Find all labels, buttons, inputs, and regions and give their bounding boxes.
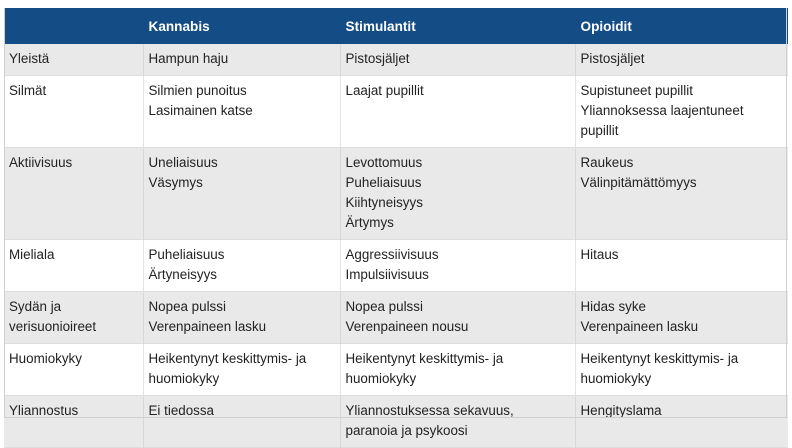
cell-kannabis (143, 292, 340, 344)
cell-stimulantit (340, 76, 575, 148)
cell-line: Silmien punoitus (148, 83, 247, 98)
cell-line: Ei tiedossa (148, 403, 215, 418)
cell-opioidit (575, 396, 788, 448)
cell-line: Hidas syke (580, 299, 646, 314)
cell-line: Pistosjäljet (580, 51, 645, 66)
cell-stimulantit (340, 44, 575, 76)
cell-line: paranoia ja psykoosi (345, 423, 468, 438)
cell-kannabis (143, 44, 340, 76)
table-header (4, 8, 788, 44)
cell-line: Verenpaineen lasku (148, 319, 267, 334)
table-row (4, 148, 788, 240)
cell-line: Laajat pupillit (345, 83, 424, 98)
cell-opioidit (575, 240, 788, 292)
cell-opioidit (575, 292, 788, 344)
cell-opioidit (575, 344, 788, 396)
cell-line: Lasimainen katse (148, 103, 253, 118)
cell-line: pupillit (580, 123, 619, 138)
cell-kannabis (143, 344, 340, 396)
cell-line: Pistosjäljet (345, 51, 410, 66)
cell-opioidit (575, 76, 788, 148)
cell-line: Verenpaineen lasku (580, 319, 699, 334)
cell-line: Kiihtyneisyys (345, 195, 423, 210)
cell-line: Hampun haju (148, 51, 229, 66)
cell-line: Impulsiivisuus (345, 267, 429, 282)
cell-kannabis (143, 76, 340, 148)
cell-line: Supistuneet pupillit (580, 83, 693, 98)
cell-line: Hengityslama (580, 403, 662, 418)
cell-kannabis (143, 396, 340, 448)
cell-opioidit (575, 148, 788, 240)
row-label: Aktiivisuus (9, 155, 73, 170)
cell-line: Ärtymys (345, 215, 394, 230)
cell-line: Yliannostuksessa sekavuus, (345, 403, 514, 418)
cell-line: huomiokyky (148, 371, 220, 386)
cell-line: Levottomuus (345, 155, 423, 170)
cell-line: Uneliaisuus (148, 155, 218, 170)
table-row (4, 344, 788, 396)
cell-stimulantit (340, 292, 575, 344)
table-row (4, 76, 788, 148)
cell-line: Yliannoksessa laajentuneet (580, 103, 744, 118)
row-label: Huomiokyky (9, 351, 82, 366)
row-label: Yliannostus (9, 403, 79, 418)
header-stimulantit: Stimulantit (340, 8, 575, 44)
cell-line: Ärtyneisyys (148, 267, 217, 282)
cell-line: huomiokyky (580, 371, 652, 386)
cell-line: Väsymys (148, 175, 203, 190)
cell-line: Aggressiivisuus (345, 247, 439, 262)
row-label: Silmät (9, 83, 47, 98)
table-row (4, 292, 788, 344)
table-row (4, 44, 788, 76)
table-row (4, 396, 788, 448)
cell-kannabis (143, 240, 340, 292)
cell-opioidit (575, 44, 788, 76)
cell-line: Hitaus (580, 247, 619, 262)
row-label: Mieliala (9, 247, 55, 262)
header-empty (4, 8, 143, 44)
table-body (4, 44, 788, 448)
cell-line: Nopea pulssi (345, 299, 423, 314)
cell-line: Puheliaisuus (345, 175, 422, 190)
table-row (4, 240, 788, 292)
header-row (4, 8, 788, 44)
header-opioidit: Opioidit (575, 8, 788, 44)
cell-line: Heikentynyt keskittymis- ja (345, 351, 504, 366)
cell-stimulantit (340, 344, 575, 396)
header-kannabis: Kannabis (143, 8, 340, 44)
row-label: Yleistä (9, 51, 50, 66)
cell-line: Verenpaineen nousu (345, 319, 469, 334)
cell-line: Puheliaisuus (148, 247, 225, 262)
cell-line: Heikentynyt keskittymis- ja (148, 351, 307, 366)
cell-line: Nopea pulssi (148, 299, 226, 314)
cell-line: Heikentynyt keskittymis- ja (580, 351, 739, 366)
cell-line: huomiokyky (345, 371, 417, 386)
cell-stimulantit (340, 240, 575, 292)
cell-kannabis (143, 148, 340, 240)
row-label: Sydän ja verisuonioireet (9, 299, 97, 334)
cell-line: Välinpitämättömyys (580, 175, 697, 190)
symptoms-table (4, 8, 788, 448)
cell-line: Raukeus (580, 155, 634, 170)
cell-stimulantit (340, 148, 575, 240)
cell-stimulantit (340, 396, 575, 448)
